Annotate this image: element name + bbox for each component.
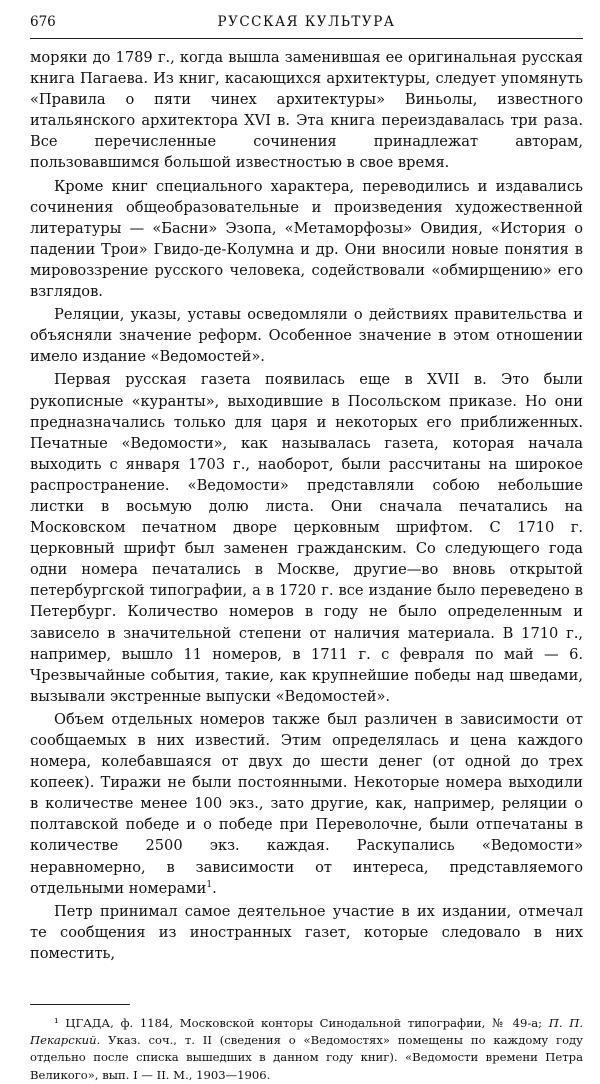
footnote-text-part2: Указ. соч., т. II (сведения о «Ведомостях» помещены по каждому году отдельно после списка вышедших в данном году книг). «Ведомости времени Петра Великого», вып. I — II. М., 1903—1906.: [30, 1033, 584, 1082]
running-title: РУССКАЯ КУЛЬТУРА: [217, 14, 396, 30]
paragraph: Первая русская газета появилась еще в XVII в. Это были рукописные «куранты», выходившие в Посольском приказе. Но они предназначались только для царя и некоторых его приближенных. Печатные «Ведомости», как называлась газета, которая начала выходить с января 1703 г., наоборот, были рассчитаны на широкое распространение. «Ведомости» представляли собою небольшие листки в восьмую долю листа. Они сначала печатались на Московском печатном дворе церковным шрифтом. С 1710 г. церковный шрифт был заменен гражданским. Со следующего года одни номера печатались в Москве, другие—во вновь открытой петербургской типографии, а в 1720 г. все издание было переведено в Петербург. Количество номеров в году не было определенным и зависело в значительной степени от наличия материала. В 1710 г., например, вышло 11 номеров, в 1711 г. с февраля по май — 6. Чрезвычайные события, такие, как крупнейшие победы над шведами, вызывали экстренные выпуски «Ведомостей».: [30, 371, 583, 705]
page-number: 676: [30, 14, 56, 30]
footnote-1: [30, 1015, 583, 1084]
header-rule: [30, 38, 583, 39]
footnote-text-part1: ЦГАДА, ф. 1184, Московской конторы Синодальной типографии, № 49-а;: [65, 1016, 543, 1031]
body-text: [30, 47, 583, 964]
paragraph: Реляции, указы, уставы осведомляли о действиях правительства и объясняли значение реформ. Особенное значение в этом отношении имело издание «Ведомостей».: [30, 306, 583, 366]
footnote-rule: [30, 1004, 130, 1005]
footnote-reference[interactable]: 1: [206, 879, 213, 890]
footnote-marker: ¹: [54, 1016, 59, 1031]
paragraph-continued: моряки до 1789 г., когда вышла заменившая ее оригинальная русская книга Пагаева. Из книг, касающихся архитектуры, следует упомянуть «Правила о пяти чинех архитектуры» Виньолы, известного итальянского архитектора XVI в. Эта книга переиздавалась три раза. Все перечисленные сочинения принадлежат авторам, пользовавшимся большой известностью в свое время.: [30, 49, 583, 172]
paragraph-with-footnote-ref: Объем отдельных номеров также был различен в зависимости от сообщаемых в них известий. Этим определялась и цена каждого номера, колебавшаяся от двух до шести денег (от одной до трех копеек). Тиражи не были постоянными. Некоторые номера выходили в количестве менее 100 экз., зато другие, как, например, реляции о полтавской победе и о победе при Переволочне, были отпечатаны в количестве 2500 экз. каждая. Раскупались «Ведомости» неравномерно, в зависимости от интереса, представляемого отдельными номерами$^1$.: [30, 710, 583, 897]
footnotes: [30, 1015, 583, 1084]
paragraph: Кроме книг специального характера, переводились и издавались сочинения общеобразовательные и произведения художественной литературы — «Басни» Эзопа, «Метаморфозы» Овидия, «История о падении Трои» Гвидо-де-Колумна и др. Они вносили новые понятия в мировоззрение русского человека, содействовали «обмирщению» его взглядов.: [30, 177, 583, 301]
paragraph-text: Объем отдельных номеров также был различен в зависимости от сообщаемых в них известий. Этим определялась и цена каждого номера, колебавшаяся от двух до шести денег (от одной до трех копеек). Тиражи не были постоянными. Некоторые номера выходили в количестве менее 100 экз., зато другие, как, например, реляции о полтавской победе и о победе при Переволочне, были отпечатаны в количестве 2500 экз. каждая. Раскупались «Ведомости» неравномерно, в зависимости от интереса, представляемого отдельными номерами: [30, 710, 583, 897]
book-page: [30, 12, 583, 1084]
paragraph: Петр принимал самое деятельное участие в их издании, отмечал те сообщения из иностранных газет, которые следовало в них поместить,: [30, 902, 583, 962]
footnote-author: П. П. Пекарский.: [30, 1016, 584, 1048]
running-head: [30, 12, 583, 32]
